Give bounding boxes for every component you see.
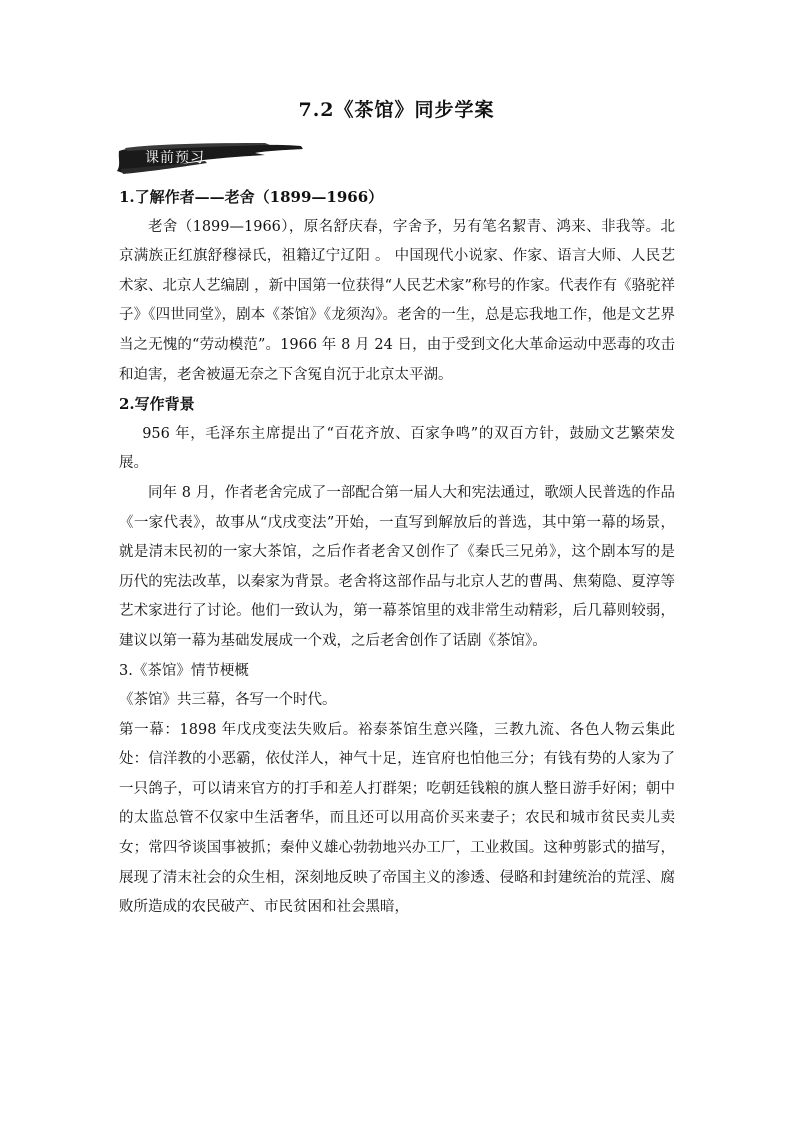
document-body [119, 183, 675, 923]
background-paragraph-1: 956 年，毛泽东主席提出了“百花齐放、百家争鸣”的双百方针，鼓励文艺繁荣发展。 [119, 425, 675, 472]
banner-label: 课前预习 [145, 150, 205, 166]
section-heading-author: 1.了解作者——老舍（1899—1966） [119, 188, 384, 206]
background-paragraph-2: 同年 8 月，作者老舍完成了一部配合第一届人大和宪法通过，歌颂人民普选的作品《一家代表》，故事从“戊戌变法”开始，一直写到解放后的普选，其中第一幕的场景，就是清末民初的一家大茶馆，之后作者老舍又创作了《秦氏三兄弟》，这个剧本写的是历代的宪法改革，以秦家为背景。老舍将这部作品与北京人艺的曹禺、焦菊隐、夏淳等艺术家进行了讨论。他们一致认为，第一幕茶馆里的戏非常生动精彩，后几幕则较弱，建议以第一幕为基础发展成一个戏，之后老舍创作了话剧《茶馆》。 [119, 484, 675, 649]
section-banner [115, 141, 305, 175]
author-paragraph: 老舍（1899—1966），原名舒庆春，字舍予，另有笔名絜青、鸿来、非我等。北京满族正红旗舒穆禄氏，祖籍辽宁辽阳 。 中国现代小说家、作家、语言大师、人民艺术家、北京人艺编剧 ，新中国第一位获得“人民艺术家”称号的作家。代表作有《骆驼祥子》《四世同堂》，剧本《茶馆》《龙须沟》。老舍的一生，总是忘我地工作，他是文艺界当之无愧的“劳动模范”。1966 年 8 月 24 日，由于受到文化大革命运动中恶毒的攻击和迫害，老舍被逼无奈之下含冤自沉于北京太平湖。 [119, 218, 675, 383]
brush-stroke-banner-icon [115, 141, 305, 175]
section-heading-plot: 3.《茶馆》情节梗概 [119, 662, 249, 679]
section-heading-background: 2.写作背景 [119, 395, 195, 414]
page-title: 7.2《茶馆》同步学案 [298, 99, 495, 121]
plot-act-one-paragraph: 第一幕：1898 年戊戌变法失败后。裕泰茶馆生意兴隆，三教九流、各色人物云集此处：信洋教的小恶霸，依仗洋人，神气十足，连官府也怕他三分；有钱有势的人家为了一只鸽子，可以请来官方的打手和差人打群架；吃朝廷钱粮的旗人整日游手好闲；朝中的太监总管不仅家中生活奢华，而且还可以用高价买来妻子；农民和城市贫民卖儿卖女；常四爷谈国事被抓；秦仲义雄心勃勃地兴办工厂，工业救国。这种剪影式的描写，展现了清末社会的众生相，深刻地反映了帝国主义的渗透、侵略和封建统治的荒淫、腐败所造成的农民破产、市民贫困和社会黑暗， [119, 721, 675, 916]
plot-intro-paragraph: 《茶馆》共三幕，各写一个时代。 [119, 692, 337, 709]
